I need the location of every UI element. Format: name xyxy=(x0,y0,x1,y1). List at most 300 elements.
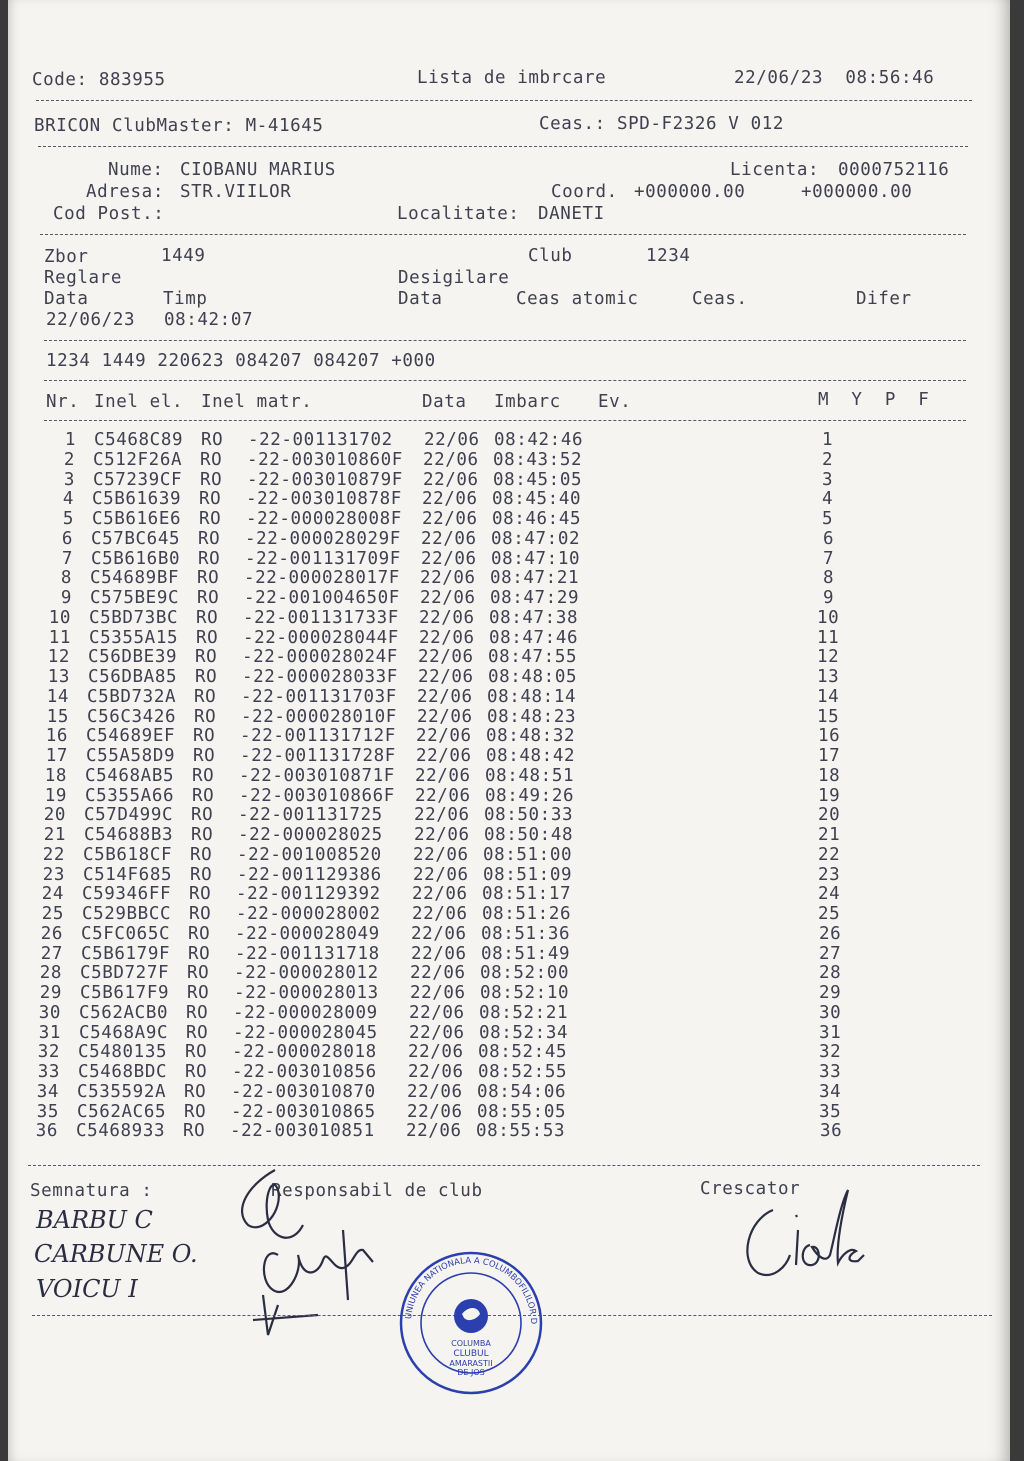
difer-label: Difer xyxy=(856,289,912,309)
table-row xyxy=(8,845,1010,865)
cell-time: 08:47:29 xyxy=(490,588,580,608)
cell-inel-el: C529BBCC xyxy=(82,904,172,924)
cell-m: 27 xyxy=(819,943,842,964)
locality-label: Localitate: xyxy=(397,204,520,224)
cell-time: 08:45:40 xyxy=(492,489,582,510)
cell-nr: 18 xyxy=(44,765,67,786)
cell-ro: RO xyxy=(191,825,214,845)
cell-date: 22/06 xyxy=(420,568,476,589)
cell-time: 08:47:21 xyxy=(490,568,580,589)
cell-m: 26 xyxy=(819,923,842,944)
cell-inel-matr: -22-003010851 xyxy=(230,1121,386,1142)
cell-inel-el: C535592A xyxy=(77,1081,167,1102)
cell-inel-matr: -22-001131728F xyxy=(240,746,396,766)
code-label: Code: 883955 xyxy=(32,70,166,90)
table-row xyxy=(8,529,1010,549)
table-row xyxy=(8,766,1010,786)
cell-m: 31 xyxy=(819,1022,842,1043)
table-row xyxy=(8,865,1010,885)
cell-date: 22/06 xyxy=(415,765,471,786)
cell-nr: 32 xyxy=(37,1042,60,1063)
clock-label: Ceas.: SPD-F2326 V 012 xyxy=(539,114,784,134)
cell-ro: RO xyxy=(201,430,224,450)
device-label: BRICON ClubMaster: M-41645 xyxy=(34,116,324,136)
cell-ro: RO xyxy=(183,1121,206,1142)
table-row xyxy=(8,983,1010,1003)
cell-time: 08:48:42 xyxy=(486,746,576,766)
cell-date: 22/06 xyxy=(419,627,475,648)
cell-inel-matr: -22-003010870 xyxy=(231,1081,387,1102)
cell-inel-matr: -22-001131709F xyxy=(245,548,401,569)
table-row xyxy=(8,944,1010,964)
cell-inel-el: C5BD732A xyxy=(87,686,177,707)
table-row xyxy=(8,628,1010,648)
cell-m: 18 xyxy=(818,765,841,786)
timp-label: Timp xyxy=(163,289,208,309)
cell-inel-matr: -22-001004650F xyxy=(244,588,400,608)
cell-time: 08:47:46 xyxy=(489,627,579,648)
cell-time: 08:51:49 xyxy=(481,943,571,964)
table-row xyxy=(8,647,1010,667)
cell-time: 08:47:55 xyxy=(488,647,578,668)
cell-inel-matr: -22-000028049 xyxy=(235,923,391,944)
cell-ro: RO xyxy=(189,904,212,924)
cell-nr: 27 xyxy=(40,943,63,964)
cell-ro: RO xyxy=(198,548,221,569)
table-row xyxy=(8,1121,1010,1141)
cell-date: 22/06 xyxy=(414,805,470,826)
cell-time: 08:51:09 xyxy=(483,864,573,885)
col-imbarc: Imbarc xyxy=(494,392,561,412)
cell-nr: 29 xyxy=(39,983,62,1003)
cell-nr: 7 xyxy=(61,548,73,569)
svg-text:UNIUNEA NATIONALA A COLUMBOFIL: UNIUNEA NATIONALA A COLUMBOFILILOR DIN ROMANIA xyxy=(392,1241,539,1325)
cell-inel-matr: -22-003010878F xyxy=(246,489,402,510)
cell-inel-el: C5B617F9 xyxy=(80,983,170,1003)
cell-ro: RO xyxy=(190,844,213,865)
table-row xyxy=(8,746,1010,766)
cell-time: 08:48:23 xyxy=(487,706,577,727)
cell-date: 22/06 xyxy=(407,1101,463,1122)
cell-inel-matr: -22-001131733F xyxy=(243,607,399,628)
cell-ro: RO xyxy=(199,489,222,510)
cell-nr: 26 xyxy=(40,923,63,944)
cell-ro: RO xyxy=(188,923,211,944)
cell-date: 22/06 xyxy=(423,449,479,470)
cell-ro: RO xyxy=(197,588,220,608)
cell-inel-matr: -22-001129386 xyxy=(237,864,393,885)
reglare-label: Reglare xyxy=(44,268,122,288)
cell-m: 12 xyxy=(817,647,840,668)
table-row xyxy=(8,588,1010,608)
svg-text:AMARASTII: AMARASTII xyxy=(449,1359,493,1368)
cell-time: 08:45:05 xyxy=(493,469,583,490)
cell-nr: 19 xyxy=(44,785,67,806)
cell-m: 25 xyxy=(818,904,841,924)
cell-ro: RO xyxy=(186,1002,209,1023)
table-row xyxy=(8,805,1010,825)
cell-nr: 22 xyxy=(42,844,65,865)
cell-nr: 24 xyxy=(41,884,64,905)
licence-value: 0000752116 xyxy=(838,160,950,180)
cell-time: 08:51:26 xyxy=(482,904,572,924)
cell-inel-el: C5355A66 xyxy=(85,785,175,806)
cell-date: 22/06 xyxy=(422,489,478,510)
semnatura-label: Semnatura : xyxy=(30,1181,153,1201)
cell-nr: 8 xyxy=(60,568,72,589)
cell-inel-el: C5B6179F xyxy=(81,943,171,964)
cell-time: 08:50:33 xyxy=(484,805,574,826)
cell-nr: 16 xyxy=(45,726,68,747)
table-row xyxy=(8,726,1010,746)
cell-m: 5 xyxy=(822,509,834,529)
cell-inel-matr: -22-003010856 xyxy=(232,1062,388,1082)
address-label: Adresa: xyxy=(86,182,164,202)
svg-text:COLUMBA: COLUMBA xyxy=(451,1339,491,1348)
divider xyxy=(38,146,968,147)
cell-ro: RO xyxy=(193,746,216,766)
table-row xyxy=(8,549,1010,569)
cell-m: 19 xyxy=(818,785,841,806)
cell-m: 21 xyxy=(818,825,841,845)
table-row xyxy=(8,489,1010,509)
divider xyxy=(28,1165,980,1166)
cell-date: 22/06 xyxy=(423,469,479,490)
cell-date: 22/06 xyxy=(421,528,477,549)
cell-inel-el: C5B616B0 xyxy=(91,548,181,569)
cell-date: 22/06 xyxy=(417,706,473,727)
cell-inel-el: C514F685 xyxy=(83,864,173,885)
handwritten-name-1: BARBU C xyxy=(36,1206,153,1234)
cell-nr: 6 xyxy=(61,528,73,549)
cell-inel-el: C56DBE39 xyxy=(88,647,178,668)
cell-inel-el: C5468BDC xyxy=(78,1062,168,1082)
cell-m: 36 xyxy=(820,1121,843,1142)
cell-inel-matr: -22-000028024F xyxy=(242,647,398,668)
cell-ro: RO xyxy=(200,449,223,470)
cell-time: 08:47:10 xyxy=(491,548,581,569)
cell-date: 22/06 xyxy=(408,1062,464,1082)
cell-ro: RO xyxy=(193,726,216,747)
cell-inel-matr: -22-001131725 xyxy=(238,805,394,826)
svg-text:CLUBUL: CLUBUL xyxy=(453,1349,489,1359)
owner-address: STR.VIILOR xyxy=(180,182,292,202)
postcode-label: Cod Post.: xyxy=(53,204,165,224)
cell-inel-el: C5480135 xyxy=(78,1042,168,1063)
cell-inel-el: C5B61639 xyxy=(92,489,182,510)
table-row xyxy=(8,430,1010,450)
club-value: 1234 xyxy=(646,246,691,266)
cell-time: 08:52:55 xyxy=(478,1062,568,1082)
col-nr: Nr. xyxy=(46,392,80,412)
cell-time: 08:42:46 xyxy=(494,430,584,450)
cell-inel-el: C5468C89 xyxy=(94,430,184,450)
cell-m: 14 xyxy=(817,686,840,707)
cell-m: 13 xyxy=(817,667,840,687)
table-row xyxy=(8,825,1010,845)
cell-m: 15 xyxy=(817,706,840,727)
cell-m: 8 xyxy=(823,568,835,589)
cell-date: 22/06 xyxy=(417,686,473,707)
cell-inel-el: C55A58D9 xyxy=(86,746,176,766)
divider xyxy=(36,100,972,101)
cell-time: 08:48:14 xyxy=(487,686,577,707)
cell-time: 08:48:05 xyxy=(488,667,578,687)
cell-m: 16 xyxy=(818,726,841,747)
cell-m: 24 xyxy=(818,884,841,905)
cell-nr: 4 xyxy=(62,489,74,510)
cell-ro: RO xyxy=(189,884,212,905)
cell-date: 22/06 xyxy=(415,785,471,806)
cell-time: 08:48:51 xyxy=(485,765,575,786)
cell-nr: 3 xyxy=(63,469,75,490)
cell-ro: RO xyxy=(185,1062,208,1082)
cell-m: 32 xyxy=(819,1042,842,1063)
cell-time: 08:49:26 xyxy=(485,785,575,806)
desigilare-label: Desigilare xyxy=(398,268,510,288)
cell-inel-matr: -22-000028017F xyxy=(244,568,400,589)
cell-ro: RO xyxy=(184,1101,207,1122)
cell-date: 22/06 xyxy=(408,1042,464,1063)
cell-ro: RO xyxy=(188,943,211,964)
cell-nr: 36 xyxy=(35,1121,58,1142)
cell-date: 22/06 xyxy=(409,1002,465,1023)
table-row xyxy=(8,1082,1010,1102)
cell-inel-matr: -22-000028012 xyxy=(234,963,390,984)
cell-ro: RO xyxy=(198,528,221,549)
cell-inel-el: C5468AB5 xyxy=(85,765,175,786)
cell-date: 22/06 xyxy=(411,923,467,944)
cell-nr: 35 xyxy=(36,1101,59,1122)
cell-inel-el: C5468933 xyxy=(76,1121,166,1142)
table-row xyxy=(8,924,1010,944)
cell-ro: RO xyxy=(191,805,214,826)
cell-inel-matr: -22-000028013 xyxy=(234,983,390,1003)
cell-inel-el: C59346FF xyxy=(82,884,172,905)
cell-m: 33 xyxy=(819,1062,842,1082)
cell-nr: 31 xyxy=(38,1022,61,1043)
cell-date: 22/06 xyxy=(424,430,480,450)
cell-nr: 5 xyxy=(62,509,74,529)
divider xyxy=(44,340,966,341)
cell-nr: 13 xyxy=(47,667,70,687)
cell-time: 08:43:52 xyxy=(493,449,583,470)
cell-time: 08:46:45 xyxy=(492,509,582,529)
cell-inel-el: C56C3426 xyxy=(87,706,177,727)
cell-m: 23 xyxy=(818,864,841,885)
cell-date: 22/06 xyxy=(413,864,469,885)
cell-ro: RO xyxy=(194,686,217,707)
cell-date: 22/06 xyxy=(413,844,469,865)
ceas-label: Ceas. xyxy=(692,289,748,309)
cell-date: 22/06 xyxy=(410,983,466,1003)
cell-date: 22/06 xyxy=(411,943,467,964)
cell-inel-matr: -22-003010879F xyxy=(247,469,403,490)
cell-ro: RO xyxy=(184,1081,207,1102)
cell-inel-el: C5B616E6 xyxy=(92,509,182,529)
cell-inel-el: C5BD727F xyxy=(80,963,170,984)
coord-label: Coord. xyxy=(551,182,618,202)
table-row xyxy=(8,1102,1010,1122)
cell-inel-el: C54688B3 xyxy=(84,825,174,845)
table-row xyxy=(8,568,1010,588)
cell-date: 22/06 xyxy=(419,607,475,628)
cell-inel-el: C5B618CF xyxy=(83,844,173,865)
name-label: Nume: xyxy=(108,160,164,180)
cell-time: 08:52:21 xyxy=(479,1002,569,1023)
cell-date: 22/06 xyxy=(412,884,468,905)
cell-m: 7 xyxy=(823,548,835,569)
data2-label: Data xyxy=(398,289,443,309)
cell-inel-el: C562ACB0 xyxy=(79,1002,169,1023)
cell-ro: RO xyxy=(192,785,215,806)
cell-date: 22/06 xyxy=(420,588,476,608)
cell-inel-el: C512F26A xyxy=(93,449,183,470)
cell-nr: 34 xyxy=(36,1081,59,1102)
cell-time: 08:54:06 xyxy=(477,1081,567,1102)
cell-m: 9 xyxy=(823,588,835,608)
cell-time: 08:55:53 xyxy=(476,1121,566,1142)
data-label: Data xyxy=(44,289,89,309)
cell-m: 3 xyxy=(822,469,834,490)
table-row xyxy=(8,963,1010,983)
cell-m: 35 xyxy=(819,1101,842,1122)
crescator-signature xyxy=(738,1185,878,1285)
cell-date: 22/06 xyxy=(418,667,474,687)
flight-code-line: 1234 1449 220623 084207 084207 +000 xyxy=(46,351,436,371)
cell-time: 08:50:48 xyxy=(484,825,574,845)
cell-ro: RO xyxy=(192,765,215,786)
cell-inel-matr: -22-000028002 xyxy=(236,904,392,924)
cell-time: 08:52:45 xyxy=(478,1042,568,1063)
cell-date: 22/06 xyxy=(416,726,472,747)
col-ev: Ev. xyxy=(598,392,632,412)
cell-inel-el: C5468A9C xyxy=(79,1022,169,1043)
cell-inel-el: C57239CF xyxy=(93,469,183,490)
cell-nr: 17 xyxy=(45,746,68,766)
club-label: Club xyxy=(528,246,573,266)
cell-m: 29 xyxy=(819,983,842,1003)
table-row xyxy=(8,687,1010,707)
cell-time: 08:51:36 xyxy=(481,923,571,944)
table-row xyxy=(8,509,1010,529)
cell-date: 22/06 xyxy=(407,1081,463,1102)
cell-m: 28 xyxy=(819,963,842,984)
cell-time: 08:55:05 xyxy=(477,1101,567,1122)
cell-date: 22/06 xyxy=(410,963,466,984)
cell-m: 22 xyxy=(818,844,841,865)
cell-date: 22/06 xyxy=(422,509,478,529)
licence-label: Licenta: xyxy=(730,160,820,180)
cell-nr: 33 xyxy=(37,1062,60,1082)
divider xyxy=(44,420,966,421)
cell-inel-matr: -22-000028029F xyxy=(245,528,401,549)
cell-date: 22/06 xyxy=(418,647,474,668)
cell-inel-el: C54689BF xyxy=(90,568,180,589)
zbor-value: 1449 xyxy=(161,246,206,266)
cell-nr: 9 xyxy=(60,588,72,608)
cell-m: 1 xyxy=(822,430,834,450)
cell-nr: 1 xyxy=(64,430,76,450)
cell-m: 2 xyxy=(822,449,834,470)
svg-text:DE JOS: DE JOS xyxy=(457,1368,485,1377)
owner-name: CIOBANU MARIUS xyxy=(180,160,336,180)
table-row xyxy=(8,450,1010,470)
cell-inel-matr: -22-000028018 xyxy=(232,1042,388,1063)
table-row xyxy=(8,470,1010,490)
cell-time: 08:52:10 xyxy=(480,983,570,1003)
cell-ro: RO xyxy=(197,568,220,589)
cell-m: 30 xyxy=(819,1002,842,1023)
table-row xyxy=(8,1003,1010,1023)
responsabil-signature xyxy=(223,1150,403,1360)
cell-date: 22/06 xyxy=(414,825,470,845)
cell-nr: 25 xyxy=(41,904,64,924)
print-datetime: 22/06/23 08:56:46 xyxy=(734,68,935,88)
cell-nr: 2 xyxy=(63,449,75,470)
cell-inel-matr: -22-000028010F xyxy=(241,706,397,727)
table-row xyxy=(8,884,1010,904)
ceas-atomic-label: Ceas atomic xyxy=(516,289,639,309)
cell-ro: RO xyxy=(194,706,217,727)
table-row xyxy=(8,1023,1010,1043)
cell-ro: RO xyxy=(196,627,219,648)
cell-nr: 23 xyxy=(42,864,65,885)
table-row xyxy=(8,707,1010,727)
cell-nr: 20 xyxy=(43,805,66,826)
cell-ro: RO xyxy=(195,647,218,668)
col-data: Data xyxy=(422,392,467,412)
cell-m: 6 xyxy=(823,528,835,549)
cell-inel-el: C57D499C xyxy=(84,805,174,826)
cell-inel-el: C562AC65 xyxy=(77,1101,167,1122)
cell-ro: RO xyxy=(185,1042,208,1063)
cell-time: 08:52:34 xyxy=(479,1022,569,1043)
printout-paper xyxy=(8,0,1010,1461)
cell-inel-matr: -22-000028033F xyxy=(242,667,398,687)
cell-time: 08:51:17 xyxy=(482,884,572,905)
cell-m: 11 xyxy=(817,627,840,648)
cell-ro: RO xyxy=(196,607,219,628)
table-row xyxy=(8,786,1010,806)
handwritten-name-2: CARBUNE O. xyxy=(34,1240,198,1268)
handwritten-name-3: VOICU I xyxy=(36,1275,138,1303)
table-row xyxy=(8,667,1010,687)
reglare-date: 22/06/23 xyxy=(46,310,136,330)
reglare-time: 08:42:07 xyxy=(164,310,254,330)
divider xyxy=(44,380,966,381)
cell-m: 17 xyxy=(818,746,841,766)
cell-nr: 14 xyxy=(46,686,69,707)
cell-inel-matr: -22-001131718 xyxy=(235,943,391,964)
document-title: Lista de imbrcare xyxy=(417,68,607,88)
cell-inel-el: C56DBA85 xyxy=(88,667,178,687)
cell-date: 22/06 xyxy=(421,548,477,569)
locality-value: DANETI xyxy=(538,204,605,224)
table-row xyxy=(8,904,1010,924)
cell-inel-el: C575BE9C xyxy=(90,588,180,608)
cell-inel-matr: -22-003010860F xyxy=(247,449,403,470)
cell-nr: 11 xyxy=(48,627,71,648)
coord-x: +000000.00 xyxy=(634,182,746,202)
coord-y: +000000.00 xyxy=(801,182,913,202)
zbor-label: Zbor xyxy=(44,247,89,267)
cell-nr: 10 xyxy=(48,607,71,628)
cell-nr: 28 xyxy=(39,963,62,984)
cell-inel-matr: -22-001131702 xyxy=(248,430,404,450)
table-row xyxy=(8,608,1010,628)
divider xyxy=(40,234,966,235)
